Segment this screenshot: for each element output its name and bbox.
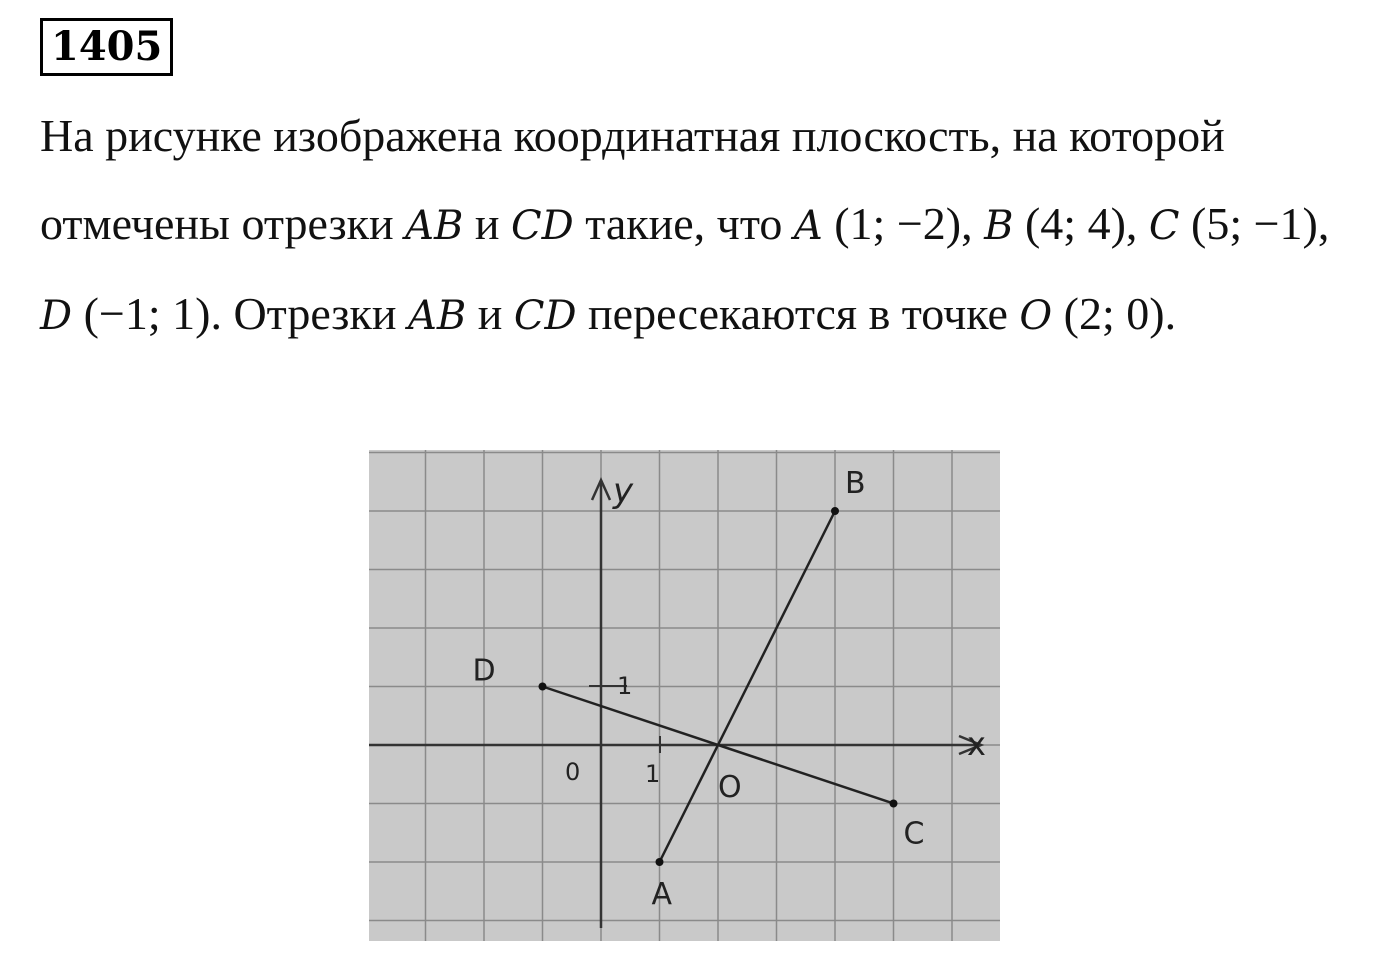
origin-label: 0	[565, 758, 581, 786]
text-part: такие, что	[573, 198, 794, 249]
text-part: пересекаются в точке	[576, 288, 1020, 339]
y-tick-label: 1	[617, 672, 633, 700]
point-a-figure-label: A	[651, 877, 673, 912]
text-part: (5; −1),	[1179, 198, 1330, 249]
segment-ab-label: AB	[407, 293, 467, 339]
point-o-figure-label: O	[718, 770, 742, 805]
point-b-label: B	[984, 203, 1014, 249]
problem-number: 1405	[40, 18, 173, 76]
point-d-label: D	[40, 293, 73, 339]
text-part: и	[463, 198, 512, 249]
x-axis-label: x	[967, 725, 986, 763]
segment-cd-label: CD	[511, 203, 574, 249]
y-axis-label: y	[613, 471, 634, 511]
problem-text	[40, 92, 1370, 360]
point-d-dot	[539, 683, 547, 691]
point-c-figure-label: C	[903, 816, 925, 852]
point-a-label: A	[793, 203, 823, 249]
coordinate-plane	[369, 450, 1000, 941]
text-part: На рисунке изображена координатная плоскость, на которой отмечены отрезки	[40, 110, 1225, 249]
segment-cd-label: CD	[513, 293, 577, 339]
text-part: (−1; 1). Отрезки	[72, 288, 408, 339]
segment-ab-label: AB	[405, 203, 464, 249]
graph-paper	[369, 450, 1000, 941]
point-o-label: O	[1019, 293, 1053, 339]
point-d-figure-label: D	[472, 653, 496, 689]
point-c-dot	[890, 800, 898, 808]
text-part: (1; −2),	[822, 198, 985, 249]
coordinate-figure	[369, 450, 1000, 941]
point-a-dot	[656, 858, 664, 866]
point-b-dot	[831, 507, 839, 515]
text-part: (4; 4),	[1013, 198, 1149, 249]
point-c-label: C	[1148, 203, 1180, 249]
x-tick-label: 1	[645, 760, 661, 788]
text-part: и	[466, 288, 514, 339]
point-b-figure-label: B	[845, 466, 866, 501]
text-part: (2; 0).	[1052, 288, 1177, 339]
